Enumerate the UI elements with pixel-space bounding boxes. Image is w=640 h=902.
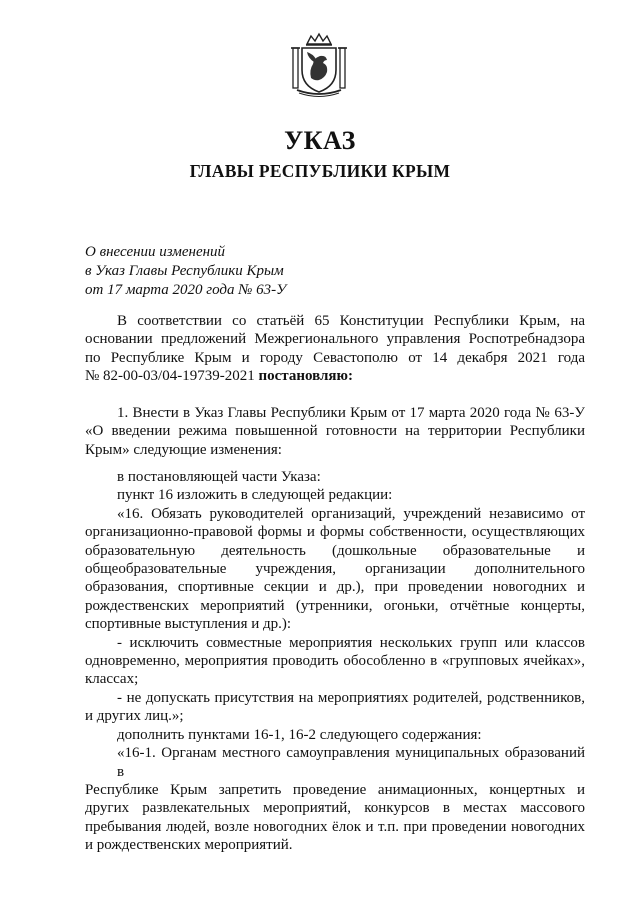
subject-line: в Указ Главы Республики Крым bbox=[85, 263, 284, 279]
preamble-line-last bbox=[85, 367, 585, 385]
preamble-line: основании предложений Межрегионального управления Роспотребнадзора bbox=[85, 331, 585, 348]
preamble-line: В соответствии со статьёй 65 Конституции Республики Крым, на bbox=[117, 313, 585, 329]
point-16-line: общеобразовательные учреждения, организации дополнительного bbox=[85, 561, 585, 578]
add-points-line: дополнить пунктами 16-1, 16-2 следующего содержания: bbox=[117, 726, 482, 743]
subject-line: О внесении изменений bbox=[85, 244, 226, 260]
point-16-1-line: и рождественских мероприятий. bbox=[85, 837, 293, 854]
preamble-line: по Республике Крым и городу Севастополю от 14 декабря 2021 года bbox=[85, 349, 585, 366]
dash-item-line: - не допускать присутствия на мероприятиях родителей, родственников, bbox=[117, 689, 585, 706]
dash-item-line: классах; bbox=[85, 671, 139, 688]
preamble-line: № 82-00-03/04-19739-2021 bbox=[85, 368, 255, 385]
point-16-1-line: пребывания людей, возле новогодних ёлок и т.п. при проведении новогодних bbox=[85, 818, 585, 835]
point-16-1-line: Республике Крым запретить проведение анимационных, концертных и bbox=[85, 781, 585, 798]
point-16-line: спортивные выступления и др.): bbox=[85, 616, 292, 633]
item-1-paragraph bbox=[85, 404, 585, 459]
point-16-1-line: «16-1. Органам местного самоуправления муниципальных образований в bbox=[117, 745, 585, 780]
point-16-1-line: других развлекательных мероприятий, конкурсов в местах массового bbox=[85, 800, 585, 817]
operative-part-line: в постановляющей части Указа: bbox=[117, 469, 321, 485]
changes-section bbox=[85, 468, 585, 855]
document-title: УКАЗ bbox=[284, 126, 356, 155]
document-subtitle: ГЛАВЫ РЕСПУБЛИКИ КРЫМ bbox=[189, 161, 451, 181]
item-1-line: 1. Внести в Указ Главы Республики Крым от 17 марта 2020 года № 63-У bbox=[117, 405, 585, 421]
point-16-line: образования, спортивные секции и др.), при проведении новогодних и bbox=[85, 579, 585, 596]
dash-item-line: одновременно, мероприятия проводить обособленно в «групповых ячейках», bbox=[85, 653, 585, 670]
decree-word: постановляю: bbox=[258, 368, 353, 385]
point-16-line: организационно-правовой формы и формы собственности, осуществляющих bbox=[85, 524, 585, 541]
dash-item-line: и других лиц.»; bbox=[85, 708, 184, 725]
preamble-paragraph bbox=[85, 312, 585, 386]
point-16-line: «16. Обязать руководителей организаций, учреждений независимо от bbox=[117, 505, 585, 522]
document-subject bbox=[85, 243, 286, 300]
point-16-line: рождественских мероприятий (утренники, огоньки, отчётные концерты, bbox=[85, 597, 585, 614]
dash-item-line: - исключить совместные мероприятия нескольких групп или классов bbox=[117, 634, 585, 651]
subject-line: от 17 марта 2020 года № 63-У bbox=[85, 282, 287, 298]
item-1-line: Крым» следующие изменения: bbox=[85, 441, 282, 458]
point-16-line: образовательную деятельность (дошкольные образовательные и bbox=[85, 542, 585, 559]
point-16-intro-line: пункт 16 изложить в следующей редакции: bbox=[117, 487, 393, 504]
crimea-coat-of-arms-icon bbox=[287, 32, 351, 98]
item-1-line: «О введении режима повышенной готовности на территории Республики bbox=[85, 423, 585, 440]
